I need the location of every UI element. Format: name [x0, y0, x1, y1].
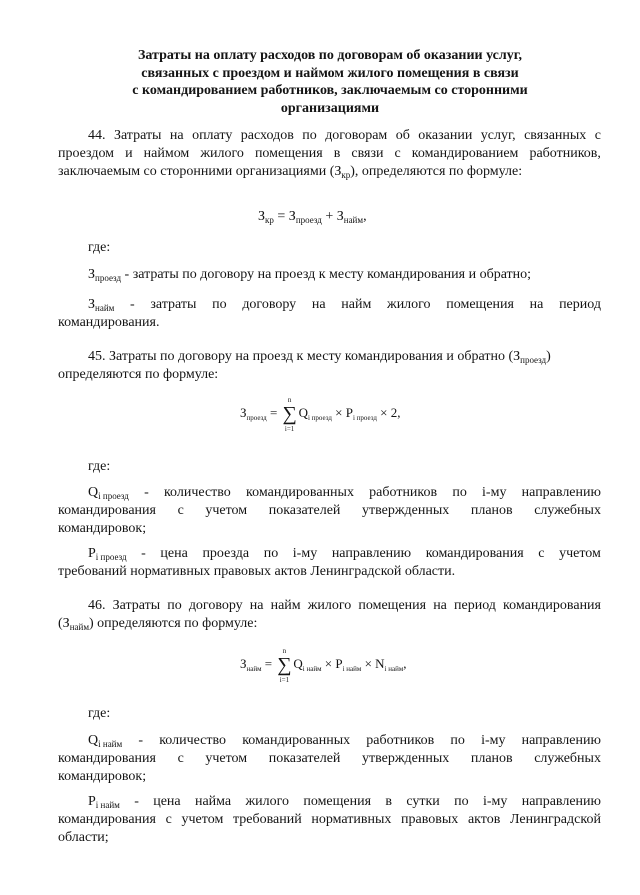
formula-text: × P — [331, 405, 353, 420]
word: работников, — [529, 146, 601, 161]
word: договору — [242, 297, 297, 312]
subscript: i найм — [302, 665, 322, 673]
word: направлению — [331, 546, 412, 561]
subscript: проезд — [520, 355, 547, 365]
word: по — [167, 598, 182, 613]
subscript: проезд — [95, 273, 122, 283]
word: - — [138, 733, 144, 748]
paragraph-line — [58, 296, 601, 314]
word: направлению — [521, 485, 601, 500]
word: помещения — [446, 297, 514, 312]
word: по — [450, 733, 465, 748]
text-run: - затраты по договору на проезд к месту командирования и обратно; — [121, 267, 532, 282]
word: i-му — [482, 794, 508, 809]
paragraph-46 — [58, 597, 601, 633]
word: планов — [470, 503, 513, 518]
formula-text: + З — [321, 209, 344, 224]
word: учетом — [181, 812, 224, 827]
word: с — [538, 546, 545, 561]
symbol-group — [88, 793, 120, 811]
paragraph-line — [58, 348, 601, 366]
word: работников — [369, 485, 438, 500]
subscript: i проезд — [98, 491, 129, 501]
word: правовых — [401, 812, 459, 827]
text-run: заключаемым со сторонними организациями (З — [58, 164, 342, 179]
word: жилого — [200, 146, 244, 161]
word: на — [249, 598, 264, 613]
word: жилого — [307, 598, 352, 613]
word: командирования — [58, 812, 156, 827]
sum-symbol — [282, 396, 298, 434]
formula-text: = — [261, 656, 276, 671]
word: на — [311, 297, 326, 312]
word: сутки — [406, 794, 440, 809]
word: с — [165, 812, 172, 827]
word: в — [333, 146, 341, 161]
word: служебных — [534, 751, 601, 766]
formula-text: = — [266, 405, 281, 420]
symbol: P — [88, 794, 96, 809]
subscript: i проезд — [352, 414, 377, 422]
sum-symbol — [276, 647, 292, 685]
paragraph-line: командирования. — [58, 315, 160, 330]
word: i-му — [482, 485, 507, 500]
word: учетом — [205, 751, 248, 766]
paragraph-line: командировок; — [58, 769, 147, 784]
word: помещения — [254, 146, 323, 161]
subscript: i проезд — [307, 414, 332, 422]
word: по — [212, 297, 227, 312]
where-text: где: — [88, 240, 111, 255]
word: учетом — [559, 546, 601, 561]
word: - — [141, 546, 146, 561]
symbol-group — [88, 296, 114, 314]
paragraph-line — [58, 266, 601, 284]
word: оказании — [418, 128, 473, 143]
text-run: ) определяются по формуле: — [89, 616, 258, 631]
paragraph-line — [58, 615, 601, 633]
subscript: i найм — [384, 665, 404, 673]
title-line: организациями — [280, 100, 380, 116]
subscript: i найм — [98, 739, 123, 749]
definition-p-naim — [58, 793, 601, 847]
word: командирования — [425, 546, 524, 561]
word: помещения — [303, 794, 372, 809]
text-run: ), определяются по формуле: — [350, 164, 523, 179]
paragraph-line — [58, 145, 601, 163]
formula-1 — [258, 208, 367, 226]
word: на — [433, 598, 447, 613]
word: количество — [163, 485, 231, 500]
word: 44. — [88, 128, 106, 143]
word: Ленинградской — [509, 812, 601, 827]
word: количество — [159, 733, 227, 748]
symbol: З — [88, 297, 96, 312]
paragraph-line: области; — [58, 830, 109, 845]
word: планов — [470, 751, 513, 766]
word: связи — [351, 146, 384, 161]
word: командирования — [58, 751, 156, 766]
paragraph-line: требований нормативных правовых актов Ленинградской области. — [58, 564, 456, 579]
word: услуг, — [480, 128, 516, 143]
word: командированием — [411, 146, 519, 161]
section-title — [60, 47, 600, 117]
word: связанных — [524, 128, 587, 143]
word: наймом — [143, 146, 190, 161]
subscript: кр — [265, 215, 274, 225]
paragraph-line — [58, 732, 601, 750]
formula-text: × P — [321, 656, 343, 671]
subscript: проезд — [246, 414, 267, 422]
word: проезда — [202, 546, 250, 561]
word: нормативных — [311, 812, 392, 827]
symbol-group — [88, 484, 129, 502]
word: найма — [194, 794, 232, 809]
subscript: кр — [341, 170, 351, 180]
sigma-icon: ∑ — [282, 403, 297, 426]
word: показателей — [268, 503, 341, 518]
word: учетом — [205, 503, 248, 518]
text-run: 45. Затраты по договору на проезд к месту командирования и обратно (З — [88, 349, 521, 364]
word: найм — [341, 297, 372, 312]
word: i-му — [481, 733, 506, 748]
title-line: Затраты на оплату расходов по договорам об оказании услуг, — [138, 48, 522, 63]
paragraph-line — [58, 811, 601, 829]
word: период — [454, 598, 496, 613]
where-text: где: — [88, 706, 111, 721]
symbol-group — [88, 545, 127, 563]
word: по — [263, 546, 279, 561]
symbol: P — [88, 546, 96, 561]
word: цена — [160, 546, 188, 561]
subscript: найм — [95, 303, 115, 313]
text-run: (З — [58, 616, 70, 631]
subscript: найм — [246, 665, 262, 673]
where-label — [58, 239, 601, 257]
sum-upper-limit: n — [282, 647, 287, 656]
symbol-group — [88, 732, 122, 750]
word: жилого — [387, 297, 431, 312]
word: на — [529, 297, 544, 312]
word: утвержденных — [362, 503, 450, 518]
paragraph-line — [58, 502, 601, 520]
definition-z-proezd — [58, 266, 601, 284]
subscript: найм — [69, 622, 90, 632]
word: - — [130, 297, 135, 312]
sum-lower-limit: i=1 — [284, 425, 295, 434]
word: расходов — [240, 128, 294, 143]
word: по — [454, 794, 469, 809]
word: командирования — [58, 503, 156, 518]
formula-text: × 2, — [376, 405, 401, 420]
word: и — [125, 146, 133, 161]
symbol: З — [88, 267, 96, 282]
paragraph-line — [58, 484, 601, 502]
definition-z-naim — [58, 296, 601, 332]
word: командированных — [242, 733, 351, 748]
word: с — [394, 146, 401, 161]
formula-text: , — [403, 656, 407, 671]
word: - — [144, 485, 149, 500]
paragraph-44 — [58, 127, 601, 181]
word: цена — [153, 794, 181, 809]
formula-text: = З — [273, 209, 296, 224]
formula-text: , — [363, 209, 367, 224]
word: служебных — [534, 503, 601, 518]
word: - — [134, 794, 139, 809]
title-line: с командированием работников, заключаемым со сторонними — [132, 83, 528, 98]
word: об — [395, 128, 410, 143]
paragraph-line — [58, 750, 601, 768]
sum-upper-limit: n — [287, 396, 292, 405]
word: оплату — [192, 128, 233, 143]
paragraph-line: определяются по формуле: — [58, 367, 219, 382]
formula-symbol: Q — [298, 405, 308, 420]
word: 46. — [88, 598, 106, 613]
word: с — [177, 751, 184, 766]
formula-2 — [240, 396, 401, 434]
word: работников — [366, 733, 435, 748]
symbol: Q — [88, 733, 99, 748]
paragraph-line — [58, 163, 601, 181]
where-text: где: — [88, 459, 111, 474]
paragraph-line: командировок; — [58, 521, 147, 536]
word: на — [169, 128, 184, 143]
word: найм — [270, 598, 301, 613]
title-line: связанных с проездом и наймом жилого помещения в связи — [141, 65, 519, 81]
paragraph-line — [58, 793, 601, 811]
where-label — [58, 458, 601, 476]
word: период — [559, 297, 601, 312]
word: актов — [467, 812, 501, 827]
word: договору — [188, 598, 243, 613]
word: направлению — [521, 794, 601, 809]
word: с — [594, 128, 601, 143]
word: по — [302, 128, 317, 143]
word: в — [385, 794, 393, 809]
word: помещения — [358, 598, 427, 613]
word: направлению — [521, 733, 601, 748]
definition-q-naim — [58, 732, 601, 786]
formula-text: × N — [361, 656, 385, 671]
formula-symbol: З — [240, 405, 247, 420]
word: i-му — [292, 546, 318, 561]
sigma-icon: ∑ — [277, 654, 292, 677]
word: Затраты — [113, 128, 162, 143]
definition-p-proezd — [58, 545, 601, 581]
paragraph-45 — [58, 348, 601, 384]
text-run: ) — [546, 349, 551, 364]
word: договорам — [325, 128, 388, 143]
word: Затраты — [112, 598, 161, 613]
paragraph-line — [58, 597, 601, 615]
formula-3 — [240, 647, 407, 685]
word: командированных — [246, 485, 354, 500]
subscript: найм — [343, 215, 364, 225]
formula-symbol: Q — [293, 656, 303, 671]
subscript: i найм — [342, 665, 362, 673]
word: с — [177, 503, 184, 518]
word: жилого — [245, 794, 290, 809]
word: затраты — [150, 297, 197, 312]
paragraph-line — [58, 545, 601, 563]
paragraph-line — [58, 127, 601, 145]
word: командирования — [503, 598, 601, 613]
word: по — [452, 485, 467, 500]
word: показателей — [268, 751, 341, 766]
subscript: i найм — [95, 800, 120, 810]
subscript: i проезд — [95, 552, 127, 562]
where-label — [58, 705, 601, 723]
formula-symbol: З — [258, 209, 266, 224]
sum-lower-limit: i=1 — [279, 676, 290, 685]
word: утвержденных — [362, 751, 450, 766]
word: проездом — [58, 146, 115, 161]
definition-q-proezd — [58, 484, 601, 538]
symbol: Q — [88, 485, 99, 500]
word: требований — [232, 812, 302, 827]
subscript: проезд — [295, 215, 322, 225]
formula-symbol: З — [240, 656, 247, 671]
